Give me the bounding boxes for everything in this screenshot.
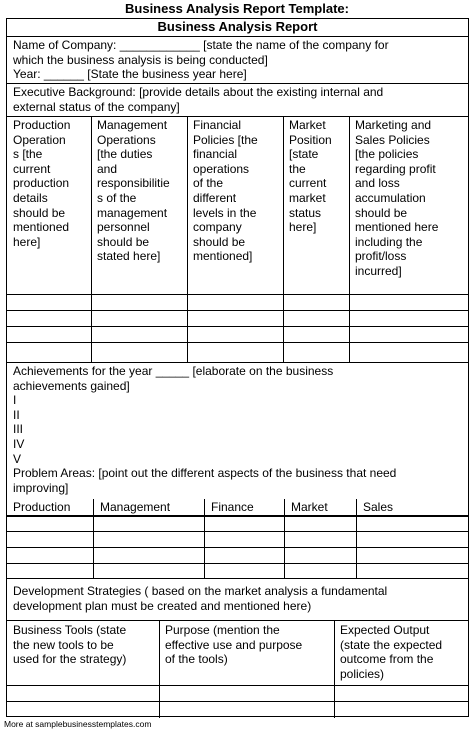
page-title: Business Analysis Report Template:	[125, 1, 349, 16]
achievement-item-1: I	[13, 393, 17, 408]
development-strategies-section	[7, 579, 468, 621]
ops-header-line: market	[289, 190, 326, 205]
ops-header-line: Sales Policies	[355, 132, 430, 147]
ops-col-market	[289, 118, 332, 235]
ops-header-line: regarding profit	[355, 161, 436, 176]
ops-header-line: personnel	[97, 220, 150, 235]
ops-header-line: accumulation	[355, 190, 426, 205]
achievement-item-2: II	[13, 407, 20, 422]
form-title: Business Analysis Report	[7, 19, 468, 37]
ops-header-line: Management	[97, 118, 168, 132]
ops-header-line: Operation	[13, 132, 66, 147]
executive-background-line-2: external status of the company]	[13, 99, 180, 114]
footer-source: More at samplebusinesstemplates.com	[4, 719, 152, 729]
problem-col-finance: Finance	[211, 500, 254, 514]
tools-col-business-tools	[13, 623, 126, 667]
ops-header-line: responsibilitie	[97, 176, 170, 191]
ops-col-production	[13, 118, 70, 249]
problem-col-market: Market	[291, 500, 328, 514]
ops-header-line: [state	[289, 147, 319, 162]
achievements-line-2: achievements gained]	[13, 378, 130, 393]
ops-header-line: Operations	[97, 132, 156, 147]
ops-header-line: details	[13, 190, 48, 205]
tools-header-line: of the tools)	[165, 652, 228, 667]
ops-header-line: Production	[13, 118, 71, 132]
achievements-line-1: Achievements for the year _____ [elaborate on the business	[13, 364, 334, 378]
tools-header-line: the new tools to be	[13, 637, 114, 652]
ops-header-line: different	[193, 190, 237, 205]
ops-header-line: profit/loss	[355, 249, 407, 264]
tools-header-line: Business Tools (state	[13, 623, 127, 637]
achievement-item-3: III	[13, 422, 24, 437]
ops-header-line: stated here]	[97, 249, 161, 264]
year-line: Year: ______ [State the business year here]	[13, 67, 247, 82]
achievement-item-5: V	[13, 451, 22, 466]
tools-header-line: (state the expected	[340, 637, 443, 652]
ops-header-line: should be	[13, 205, 66, 220]
ops-col-management	[97, 118, 170, 264]
ops-header-line: and	[97, 161, 118, 176]
problem-col-production: Production	[13, 500, 71, 514]
ops-header-line: here]	[13, 234, 41, 249]
tools-header-line: used for the strategy)	[13, 652, 127, 667]
ops-header-line: operations	[193, 161, 250, 176]
ops-header-line: should be	[355, 205, 408, 220]
ops-header-line: including the	[355, 234, 423, 249]
ops-header-line: and loss	[355, 176, 400, 191]
ops-header-line: company	[193, 220, 242, 235]
ops-col-marketing-sales	[355, 118, 438, 279]
ops-header-line: production	[13, 176, 70, 191]
ops-header-line: current	[289, 176, 327, 191]
ops-header-line: mentioned]	[193, 249, 253, 264]
ops-header-line: the	[289, 161, 306, 176]
tools-header-line: effective use and purpose	[165, 637, 303, 652]
tools-header-line: outcome from the	[340, 652, 434, 667]
problem-areas-line-2: improving]	[13, 480, 69, 495]
operations-table	[7, 117, 468, 363]
ops-header-line: Marketing and	[355, 118, 432, 132]
ops-header-line: should be	[193, 234, 246, 249]
problem-areas-table	[7, 499, 468, 579]
ops-header-line: Position	[289, 132, 332, 147]
ops-header-line: levels in the	[193, 205, 257, 220]
tools-table	[7, 621, 468, 718]
ops-header-line: current	[13, 161, 51, 176]
achievement-item-4: IV	[13, 436, 25, 451]
ops-header-line: should be	[97, 234, 150, 249]
ops-header-line: Financial	[193, 118, 242, 132]
company-name-line-2: which the business analysis is being conducted]	[13, 52, 268, 67]
report-form	[6, 18, 469, 717]
ops-header-line: here]	[289, 220, 317, 235]
ops-header-line: [the policies	[355, 147, 419, 162]
tools-header-line: Expected Output	[340, 623, 430, 637]
ops-header-line: Policies [the	[193, 132, 258, 147]
company-section	[7, 37, 468, 84]
problem-areas-line-1: Problem Areas: [point out the different aspects of the business that need	[13, 466, 397, 481]
ops-col-financial	[193, 118, 258, 264]
ops-header-line: management	[97, 205, 168, 220]
ops-header-line: incurred]	[355, 263, 402, 278]
problem-col-sales: Sales	[363, 500, 394, 514]
company-name-line: Name of Company: ____________ [state the name of the company for	[13, 38, 389, 52]
ops-header-line: of the	[193, 176, 224, 191]
ops-header-line: financial	[193, 147, 238, 162]
ops-header-line: s of the	[97, 190, 137, 205]
development-line-1: Development Strategies ( based on the market analysis a fundamental	[13, 584, 388, 598]
ops-header-line: mentioned	[13, 220, 70, 235]
executive-background-section	[7, 84, 468, 117]
ops-header-line: status	[289, 205, 322, 220]
tools-col-purpose	[165, 623, 302, 667]
achievements-section	[7, 363, 468, 517]
executive-background-line-1: Executive Background: [provide details about the existing internal and	[13, 85, 384, 99]
ops-header-line: mentioned here	[355, 220, 439, 235]
tools-col-expected-output	[340, 623, 442, 681]
tools-header-line: policies)	[340, 666, 385, 681]
ops-header-line: [the duties	[97, 147, 153, 162]
problem-col-management: Management	[100, 500, 171, 514]
ops-header-line: Market	[289, 118, 326, 132]
development-line-2: development plan must be created and mentioned here)	[13, 598, 312, 613]
ops-header-line: s [the	[13, 147, 43, 162]
tools-header-line: Purpose (mention the	[165, 623, 280, 637]
